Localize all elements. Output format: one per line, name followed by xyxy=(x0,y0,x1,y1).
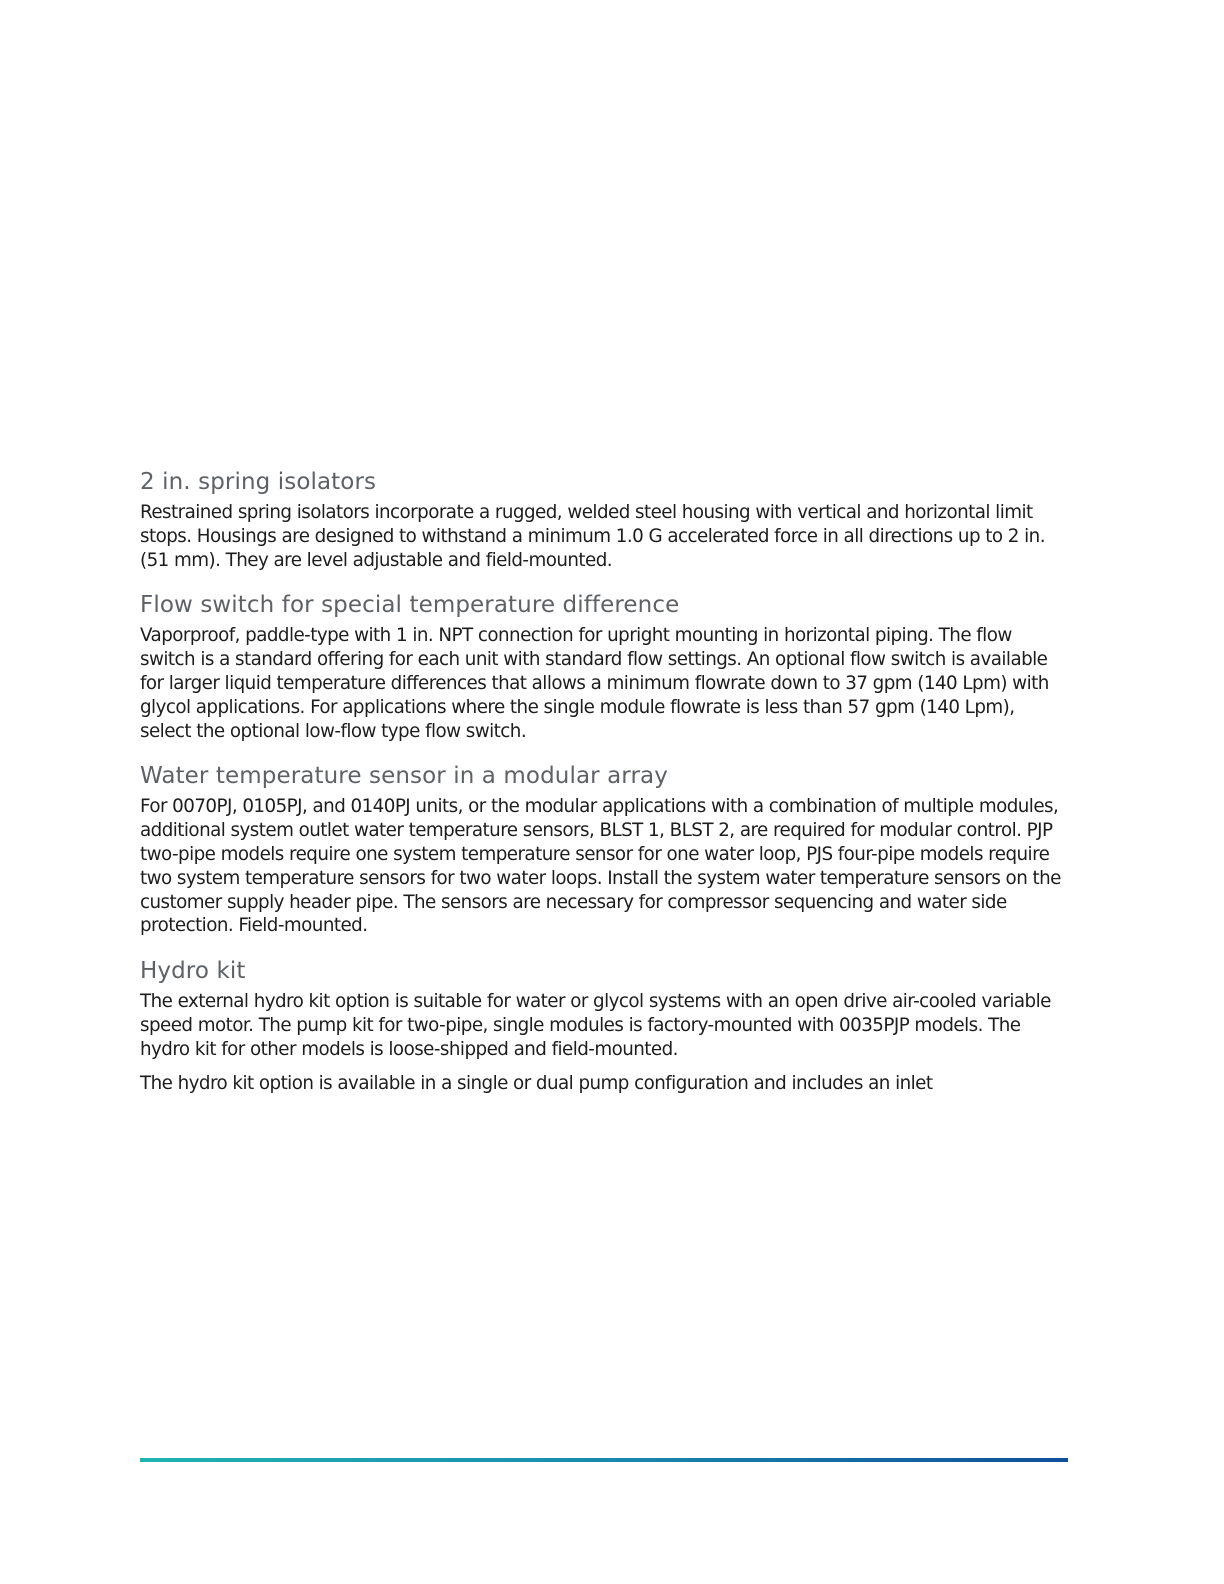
section-hydro-kit xyxy=(140,956,1070,1095)
document-body xyxy=(140,467,1070,1095)
section-heading: Flow switch for special temperature difference xyxy=(140,592,680,619)
section-paragraph: The external hydro kit option is suitable for water or glycol systems with an open drive air-cooled variable speed motor. The pump kit for two-pipe, single modules is factory-mounted with 0035PJP models. The hydro kit for other models is loose-shipped and field-mounted. xyxy=(140,991,1051,1060)
section-heading: 2 in. spring isolators xyxy=(140,469,377,495)
section-spring-isolators xyxy=(140,467,1070,572)
section-paragraph: For 0070PJ, 0105PJ, and 0140PJ units, or the modular applications with a combination of multiple modules, additional system outlet water temperature sensors, BLST 1, BLST 2, are required for modular control. PJP two-pipe models require one system temperature sensor for one water loop, PJS four-pipe models require two system temperature sensors for two water loops. Install the system water temperature sensors on the customer supply header pipe. The sensors are necessary for compressor sequencing and water side protection. Field-mounted. xyxy=(140,796,1061,937)
footer-divider xyxy=(140,1458,1068,1462)
section-paragraph: Vaporproof, paddle-type with 1 in. NPT connection for upright mounting in horizontal piping. The flow switch is a standard offering for each unit with standard flow settings. An optional flow switch is available for larger liquid temperature differences that allows a minimum flowrate down to 37 gpm (140 Lpm) with glycol applications. For applications where the single module flowrate is less than 57 gpm (140 Lpm), select the optional low-flow type flow switch. xyxy=(140,625,1049,742)
section-paragraph: The hydro kit option is available in a single or dual pump configuration and includes an inlet xyxy=(140,1072,933,1094)
section-heading: Water temperature sensor in a modular array xyxy=(140,763,668,790)
section-water-temperature-sensor xyxy=(140,761,1070,938)
section-heading: Hydro kit xyxy=(140,958,246,985)
section-flow-switch xyxy=(140,590,1070,743)
section-paragraph: Restrained spring isolators incorporate a rugged, welded steel housing with vertical and horizontal limit stops. Housings are designed to withstand a minimum 1.0 G accelerated force in all directions up to 2 in. (51 mm). They are level adjustable and field-mounted. xyxy=(140,502,1045,571)
